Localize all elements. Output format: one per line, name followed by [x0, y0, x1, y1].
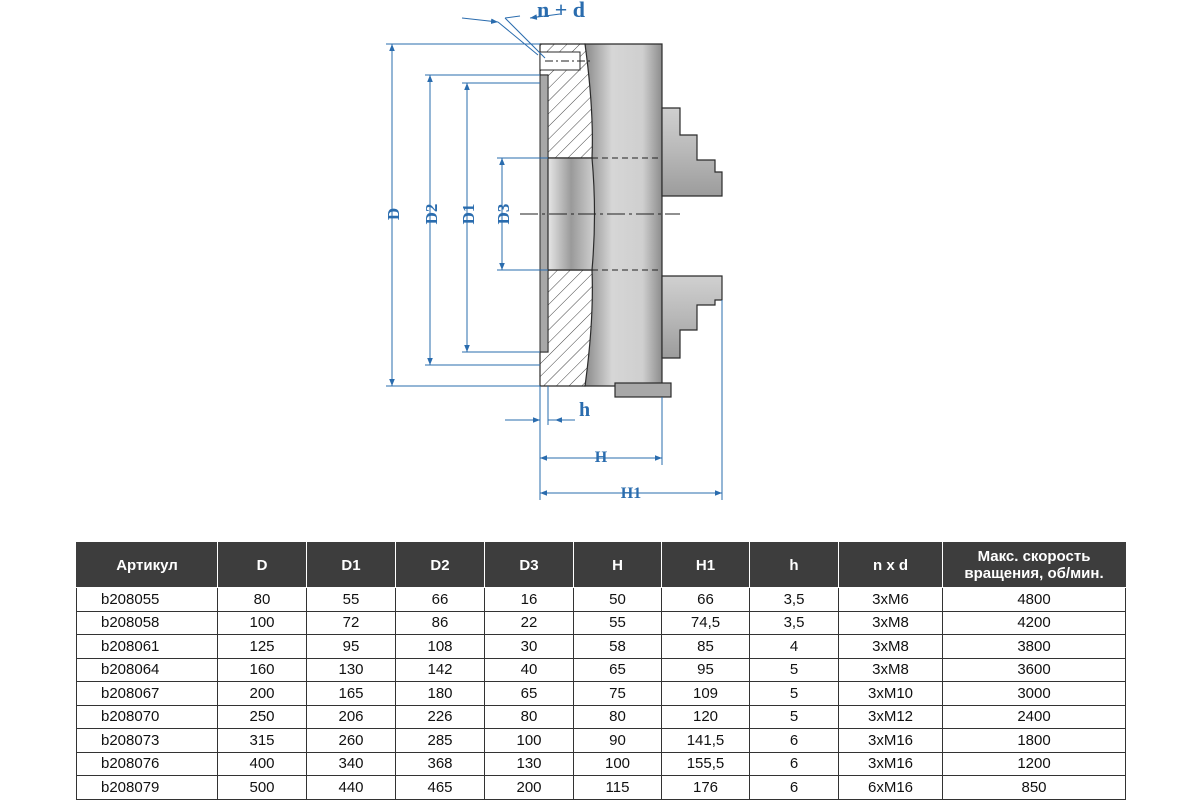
chuck-body	[540, 44, 662, 386]
table-cell: 3,5	[750, 588, 839, 612]
table-cell: b208055	[77, 588, 218, 612]
table-body	[77, 588, 1126, 800]
table-cell: 200	[218, 682, 307, 706]
table-cell: 95	[662, 658, 750, 682]
table-cell: 30	[485, 635, 574, 659]
dim-label-H: H	[594, 449, 608, 466]
table-cell: 130	[307, 658, 396, 682]
dim-label-D2: D2	[422, 203, 441, 225]
table-cell: 250	[218, 705, 307, 729]
table-row	[77, 705, 1126, 729]
table-cell: 16	[485, 588, 574, 612]
table-row	[77, 611, 1126, 635]
table-cell: 95	[307, 635, 396, 659]
header-article: Артикул	[77, 543, 218, 588]
header-D2: D2	[396, 543, 485, 588]
table-cell: b208079	[77, 776, 218, 800]
table-cell: 340	[307, 752, 396, 776]
header-max-speed: Макс. скорость вращения, об/мин.	[943, 543, 1126, 588]
table-row	[77, 776, 1126, 800]
table-cell: b208073	[77, 729, 218, 753]
table-cell: 3xM6	[839, 588, 943, 612]
table-cell: 850	[943, 776, 1126, 800]
header-H: H	[574, 543, 662, 588]
table-cell: 55	[307, 588, 396, 612]
table-row	[77, 752, 1126, 776]
table-cell: 22	[485, 611, 574, 635]
table-cell: b208067	[77, 682, 218, 706]
header-D1: D1	[307, 543, 396, 588]
table-cell: 55	[574, 611, 662, 635]
table-cell: b208064	[77, 658, 218, 682]
table-cell: 180	[396, 682, 485, 706]
table-cell: 4	[750, 635, 839, 659]
table-cell: 440	[307, 776, 396, 800]
table-cell: 1200	[943, 752, 1126, 776]
table-cell: 3xM12	[839, 705, 943, 729]
table-row	[77, 658, 1126, 682]
header-h: h	[750, 543, 839, 588]
table-cell: 165	[307, 682, 396, 706]
table-cell: 6	[750, 752, 839, 776]
table-cell: 65	[574, 658, 662, 682]
table-row	[77, 682, 1126, 706]
header-D3: D3	[485, 543, 574, 588]
table-cell: 72	[307, 611, 396, 635]
dim-label-nxd: n + d	[537, 0, 586, 22]
table-cell: 315	[218, 729, 307, 753]
table-cell: 3,5	[750, 611, 839, 635]
table-cell: 74,5	[662, 611, 750, 635]
dim-label-D1: D1	[459, 203, 478, 225]
dim-label-D3: D3	[494, 203, 513, 225]
table-cell: 40	[485, 658, 574, 682]
table-cell: 141,5	[662, 729, 750, 753]
table-cell: 465	[396, 776, 485, 800]
table-cell: 108	[396, 635, 485, 659]
table-cell: 3xM8	[839, 611, 943, 635]
table-cell: 130	[485, 752, 574, 776]
table-cell: 50	[574, 588, 662, 612]
header-H1: H1	[662, 543, 750, 588]
table-cell: 3xM16	[839, 729, 943, 753]
table-cell: 368	[396, 752, 485, 776]
table-cell: 3xM10	[839, 682, 943, 706]
table-cell: 500	[218, 776, 307, 800]
table-cell: 80	[218, 588, 307, 612]
header-nxd: n x d	[839, 543, 943, 588]
table-cell: 58	[574, 635, 662, 659]
table-cell: 75	[574, 682, 662, 706]
table-cell: 65	[485, 682, 574, 706]
table-cell: 109	[662, 682, 750, 706]
table-header-row	[77, 543, 1126, 588]
table-cell: 120	[662, 705, 750, 729]
dim-label-h: h	[579, 399, 591, 421]
table-cell: 3xM8	[839, 635, 943, 659]
table-cell: 6	[750, 776, 839, 800]
table-cell: 155,5	[662, 752, 750, 776]
table-cell: 2400	[943, 705, 1126, 729]
table-cell: b208076	[77, 752, 218, 776]
table-cell: 66	[396, 588, 485, 612]
table-row	[77, 588, 1126, 612]
dim-label-H1: H1	[620, 485, 642, 502]
table-cell: 4800	[943, 588, 1126, 612]
table-cell: 176	[662, 776, 750, 800]
table-cell: 3000	[943, 682, 1126, 706]
table-cell: b208061	[77, 635, 218, 659]
table-cell: 4200	[943, 611, 1126, 635]
table-cell: 3600	[943, 658, 1126, 682]
table-cell: 3xM8	[839, 658, 943, 682]
table-cell: 3xM16	[839, 752, 943, 776]
table-cell: 5	[750, 682, 839, 706]
table-cell: 100	[485, 729, 574, 753]
table-cell: 6xM16	[839, 776, 943, 800]
table-cell: 226	[396, 705, 485, 729]
table-cell: 200	[485, 776, 574, 800]
table-cell: 86	[396, 611, 485, 635]
table-cell: 125	[218, 635, 307, 659]
table-cell: 6	[750, 729, 839, 753]
table-cell: 5	[750, 658, 839, 682]
table-cell: 66	[662, 588, 750, 612]
table-cell: 3800	[943, 635, 1126, 659]
table-cell: 142	[396, 658, 485, 682]
table-cell: 100	[218, 611, 307, 635]
table-cell: 285	[396, 729, 485, 753]
header-D: D	[218, 543, 307, 588]
table-cell: 160	[218, 658, 307, 682]
table-cell: 1800	[943, 729, 1126, 753]
table-cell: b208058	[77, 611, 218, 635]
spec-table	[76, 542, 1126, 800]
table-row	[77, 729, 1126, 753]
table-cell: 206	[307, 705, 396, 729]
table-row	[77, 635, 1126, 659]
table-cell: 5	[750, 705, 839, 729]
table-cell: 90	[574, 729, 662, 753]
table-cell: 80	[485, 705, 574, 729]
table-cell: 260	[307, 729, 396, 753]
table-cell: 80	[574, 705, 662, 729]
table-cell: 100	[574, 752, 662, 776]
table-cell: 115	[574, 776, 662, 800]
dim-label-D: D	[384, 207, 403, 221]
table-cell: 85	[662, 635, 750, 659]
table-cell: 400	[218, 752, 307, 776]
table-cell: b208070	[77, 705, 218, 729]
